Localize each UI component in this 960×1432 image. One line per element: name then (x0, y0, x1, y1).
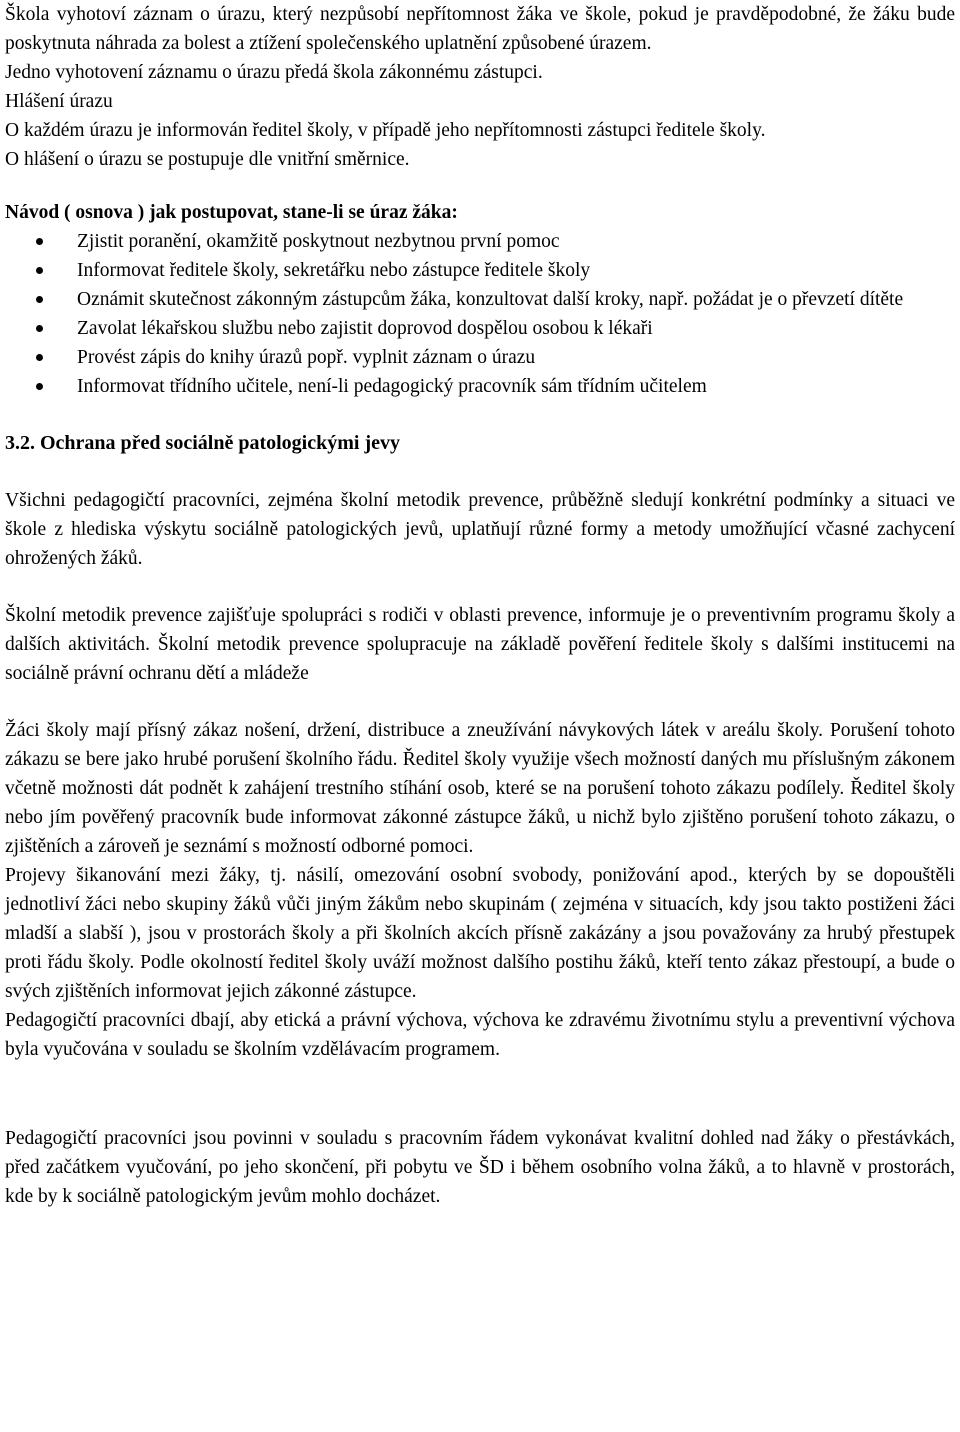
bullet-icon (36, 354, 43, 361)
guide-title: Návod ( osnova ) jak postupovat, stane-li se úraz žáka: (5, 202, 458, 223)
list-item-text: Informovat třídního učitele, není-li pedagogický pracovník sám třídním učitelem (77, 376, 707, 397)
list-item-text: Zavolat lékařskou službu nebo zajistit doprovod dospělou osobou k lékaři (77, 318, 653, 339)
bullet-icon (36, 325, 43, 332)
intro-subtitle-injury-report: Hlášení úrazu (5, 91, 113, 112)
intro-paragraph-copy: Jedno vyhotovení záznamu o úrazu předá škola zákonnému zástupci. (5, 62, 543, 83)
intro-paragraph-record: Škola vyhotoví záznam o úrazu, který nezpůsobí nepřítomnost žáka ve škole, pokud je pravděpodobné, že žáku bude poskytnuta náhrada za bolest a ztížení společenského uplatnění způsobené úrazem. (5, 4, 955, 54)
section-paragraph-staff: Všichni pedagogičtí pracovníci, zejména školní metodik prevence, průběžně sledují konkrétní podmínky a situaci ve škole z hlediska výskytu sociálně patologických jevů, uplatňují různé formy a metody umožňující včasné zachycení ohrožených žáků. (5, 490, 955, 569)
list-item (5, 314, 955, 343)
bullet-icon (36, 267, 43, 274)
intro-paragraph-directive: O hlášení o úrazu se postupuje dle vnitřní směrnice. (5, 149, 410, 170)
list-item-text: Provést zápis do knihy úrazů popř. vyplnit záznam o úrazu (77, 347, 536, 368)
document-page (5, 0, 955, 1211)
list-item (5, 227, 955, 256)
list-item (5, 372, 955, 401)
intro-paragraph-principal: O každém úrazu je informován ředitel školy, v případě jeho nepřítomnosti zástupci ředitele školy. (5, 120, 766, 141)
list-item (5, 285, 955, 314)
list-item (5, 256, 955, 285)
section-heading: 3.2. Ochrana před sociálně patologickými jevy (5, 432, 400, 454)
list-item-text: Oznámit skutečnost zákonným zástupcům žáka, konzultovat další kroky, např. požádat je o převzetí dítěte (77, 289, 904, 310)
section-paragraph-education: Pedagogičtí pracovníci dbají, aby etická a právní výchova, výchova ke zdravému životnímu stylu a preventivní výchova byla vyučována v souladu se školním vzdělávacím programem. (5, 1010, 955, 1060)
section-paragraph-supervision: Pedagogičtí pracovníci jsou povinni v souladu s pracovním řádem vykonávat kvalitní dohled nad žáky o přestávkách, před začátkem vyučování, po jeho skončení, při pobytu ve ŠD i během osobního volna žáků, a to hlavně v prostorách, kde by k sociálně patologickým jevům mohlo docházet. (5, 1128, 955, 1207)
guide-list (5, 227, 955, 401)
bullet-icon (36, 296, 43, 303)
list-item-text: Informovat ředitele školy, sekretářku nebo zástupce ředitele školy (77, 260, 591, 281)
section-paragraph-methodologist: Školní metodik prevence zajišťuje spolupráci s rodiči v oblasti prevence, informuje je o preventivním programu školy a dalších aktivitách. Školní metodik prevence spolupracuje na základě pověření ředitele školy s dalšími institucemi na sociálně právní ochranu dětí a mládeže (5, 605, 955, 684)
list-item-text: Zjistit poranění, okamžitě poskytnout nezbytnou první pomoc (77, 231, 560, 252)
list-item (5, 343, 955, 372)
bullet-icon (36, 383, 43, 390)
section-paragraph-bullying: Projevy šikanování mezi žáky, tj. násilí, omezování osobní svobody, ponižování apod., kterých by se dopouštěli jednotliví žáci nebo skupiny žáků vůči jiným žákům nebo skupinám ( zejména v situacích, kdy jsou takto postiženi žáci mladší a slabší ), jsou v prostorách školy a při školních akcích přísně zakázány a jsou považovány za hrubý přestupek proti řádu školy. Podle okolností ředitel školy uváží možnost dalšího postihu žáků, kteří tento zákaz přestoupí, a bude o svých zjištěních informovat jejich zákonné zástupce. (5, 865, 955, 1002)
section-paragraph-substances: Žáci školy mají přísný zákaz nošení, držení, distribuce a zneužívání návykových látek v areálu školy. Porušení tohoto zákazu se bere jako hrubé porušení školního řádu. Ředitel školy využije všech možností daných mu příslušným zákonem včetně možnosti dát podnět k zahájení trestního stíhání osob, které se na porušení tohoto zákazu podílely. Ředitel školy nebo jím pověřený pracovník bude informovat zákonné zástupce žáků, u nichž bylo zjištěno porušení tohoto zákazu, o zjištěních a zároveň je seznámí s možností odborné pomoci. (5, 720, 955, 857)
bullet-icon (36, 238, 43, 245)
